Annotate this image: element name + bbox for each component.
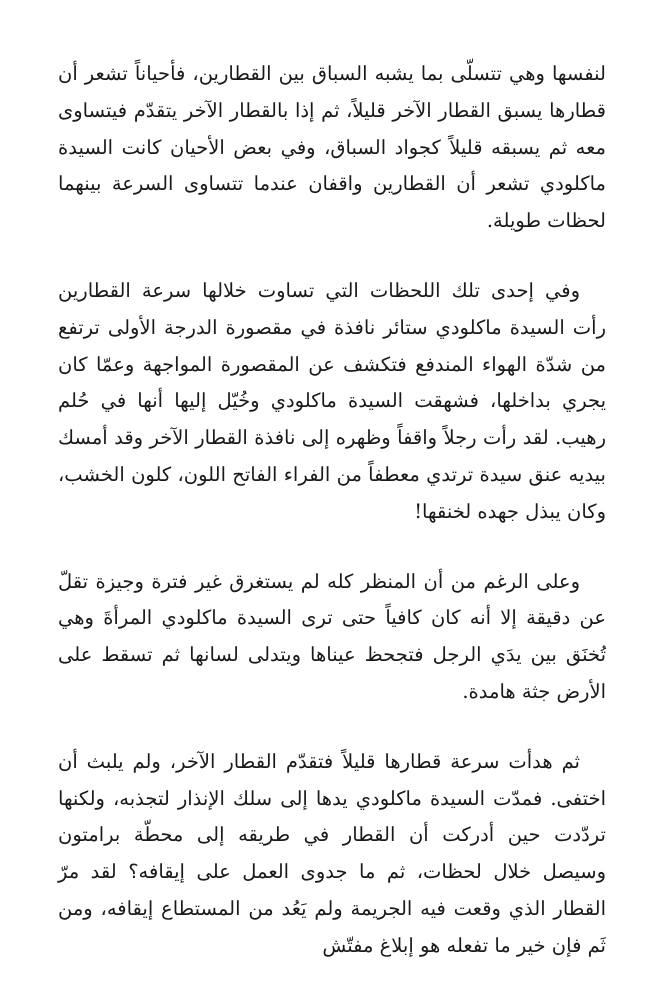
book-page	[58, 56, 606, 965]
paragraph-4: ثم هدأت سرعة قطارها قليلاً فتقدّم القطار الآخر، ولم يلبث أن اختفى. فمدّت السيدة ماكلودي يدها إلى سلك الإنذار لتجذبه، ولكنها تردّدت حين أدركت أن القطار في طريقه إلى محطّة برامتون وسيصل خلال لحظات، ثم ما جدوى العمل على إيقافه؟ لقد مرّ القطار الذي وقعت فيه الجريمة ولم يَعُد من المستطاع إيقافه، ومن ثَم فإن خير ما تفعله هو إبلاغ مفتّش	[58, 749, 606, 957]
paragraph-1: لنفسها وهي تتسلّى بما يشبه السباق بين القطارين، فأحياناً تشعر أن قطارها يسبق القطار الآخر قليلاً، ثم إذا بالقطار الآخر يتقدّم فيتساوى معه ثم يسبقه قليلاً كجواد السباق، وفي بعض الأحيان كانت السيدة ماكلودي تشعر أن القطارين واقفان عندما تتساوى السرعة بينهما لحظات طويلة.	[58, 62, 606, 233]
paragraph-2: وفي إحدى تلك اللحظات التي تساوت خلالها سرعة القطارين رأت السيدة ماكلودي ستائر نافذة في مقصورة الدرجة الأولى ترتفع من شدّة الهواء المندفع فتكشف عن المقصورة المواجهة وعمّا كان يجري بداخلها، فشهقت السيدة ماكلودي وخُيّل إليها أنها في حُلم رهيب. لقد رأت رجلاً واقفاً وظهره إلى نافذة القطار الآخر وقد أمسك بيديه عنق سيدة ترتدي معطفاً من الفراء الفاتح اللون، كلون الخشب، وكان يبذل جهده لخنقها!	[58, 278, 606, 523]
paragraph-3: وعلى الرغم من أن المنظر كله لم يستغرق غير فترة وجيزة تقلّ عن دقيقة إلا أنه كان كافياً حتى ترى السيدة ماكلودي المرأةَ وهي تُخنَق بين يدَي الرجل فتجحظ عيناها ويتدلى لسانها ثم تسقط على الأرض جثة هامدة.	[58, 569, 606, 703]
